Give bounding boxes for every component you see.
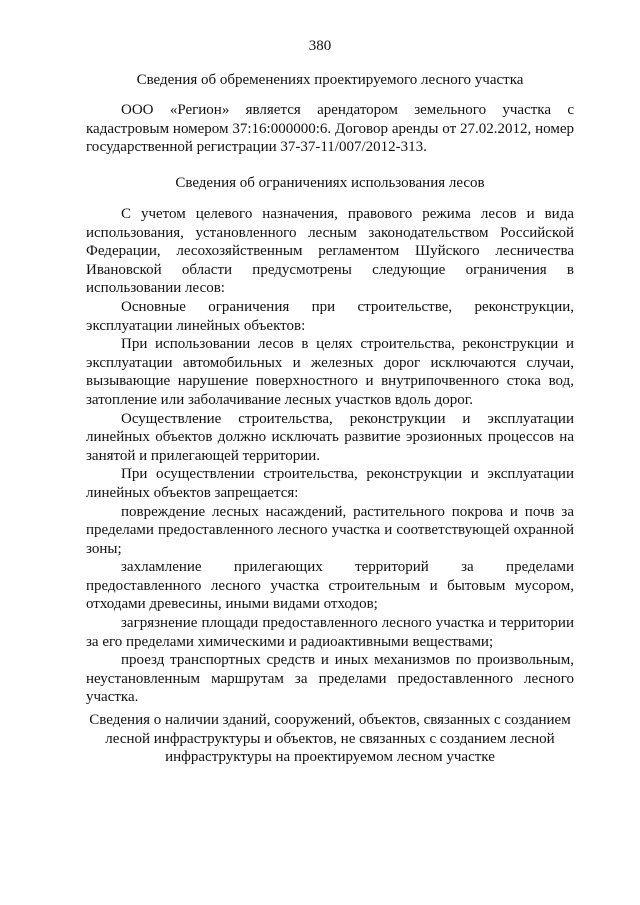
restrictions-section (86, 174, 574, 193)
buildings-heading: Сведения о наличии зданий, сооружений, объектов, связанных с созданием лесной инфраструктуры и объектов, не связанных с созданием лесной инфраструктуры на проектируемом лесном участке (89, 712, 571, 766)
restrictions-paragraph: При использовании лесов в целях строительства, реконструкции и эксплуатации автомобильных и железных дорог исключаются случаи, вызывающие нарушение поверхностного и внутрипочвенного стока вод, затопление или заболачивание лесных участков вдоль дорог. (86, 336, 574, 408)
restrictions-paragraph: С учетом целевого назначения, правового режима лесов и вида использования, установленного лесным законодательством Российской Федерации, лесохозяйственным регламентом Шуйского лесничества Ивановской области предусмотрены следующие ограничения в использовании лесов: (86, 206, 574, 297)
restrictions-paragraph: Осуществление строительства, реконструкции и эксплуатации линейных объектов должно исключать развитие эрозионных процессов на занятой и прилегающей территории. (86, 410, 574, 464)
prohibition-item: повреждение лесных насаждений, растительного покрова и почв за пределами предоставленного лесного участка и соответствующей охранной зоны; (86, 503, 574, 557)
restrictions-heading: Сведения об ограничениях использования лесов (175, 175, 485, 191)
restrictions-paragraph: При осуществлении строительства, реконструкции и эксплуатации линейных объектов запрещается: (86, 466, 574, 501)
encumbrance-section (86, 71, 574, 90)
buildings-section (86, 711, 574, 767)
page-number: 380 (308, 38, 332, 54)
prohibition-item: проезд транспортных средств и иных механизмов по произвольным, неустановленным маршрутам за пределами предоставленного лесного участка. (86, 652, 574, 706)
restrictions-body (86, 205, 574, 707)
encumbrance-paragraph: ООО «Регион» является арендатором земельного участка с кадастровым номером 37:16:000000:6. Договор аренды от 27.02.2012, номер государственной регистрации 37-37-11/007/2012-313. (86, 102, 574, 156)
encumbrance-body (86, 101, 574, 157)
prohibition-item: загрязнение площади предоставленного лесного участка и территории за его пределами химическими и радиоактивными веществами; (86, 615, 574, 650)
prohibition-item: захламление прилегающих территорий за пределами предоставленного лесного участка строительным и бытовым мусором, отходами древесины, иными видами отходов; (86, 559, 574, 613)
encumbrance-heading: Сведения об обременениях проектируемого лесного участка (136, 72, 524, 88)
restrictions-paragraph: Основные ограничения при строительстве, реконструкции, эксплуатации линейных объектов: (86, 298, 574, 334)
